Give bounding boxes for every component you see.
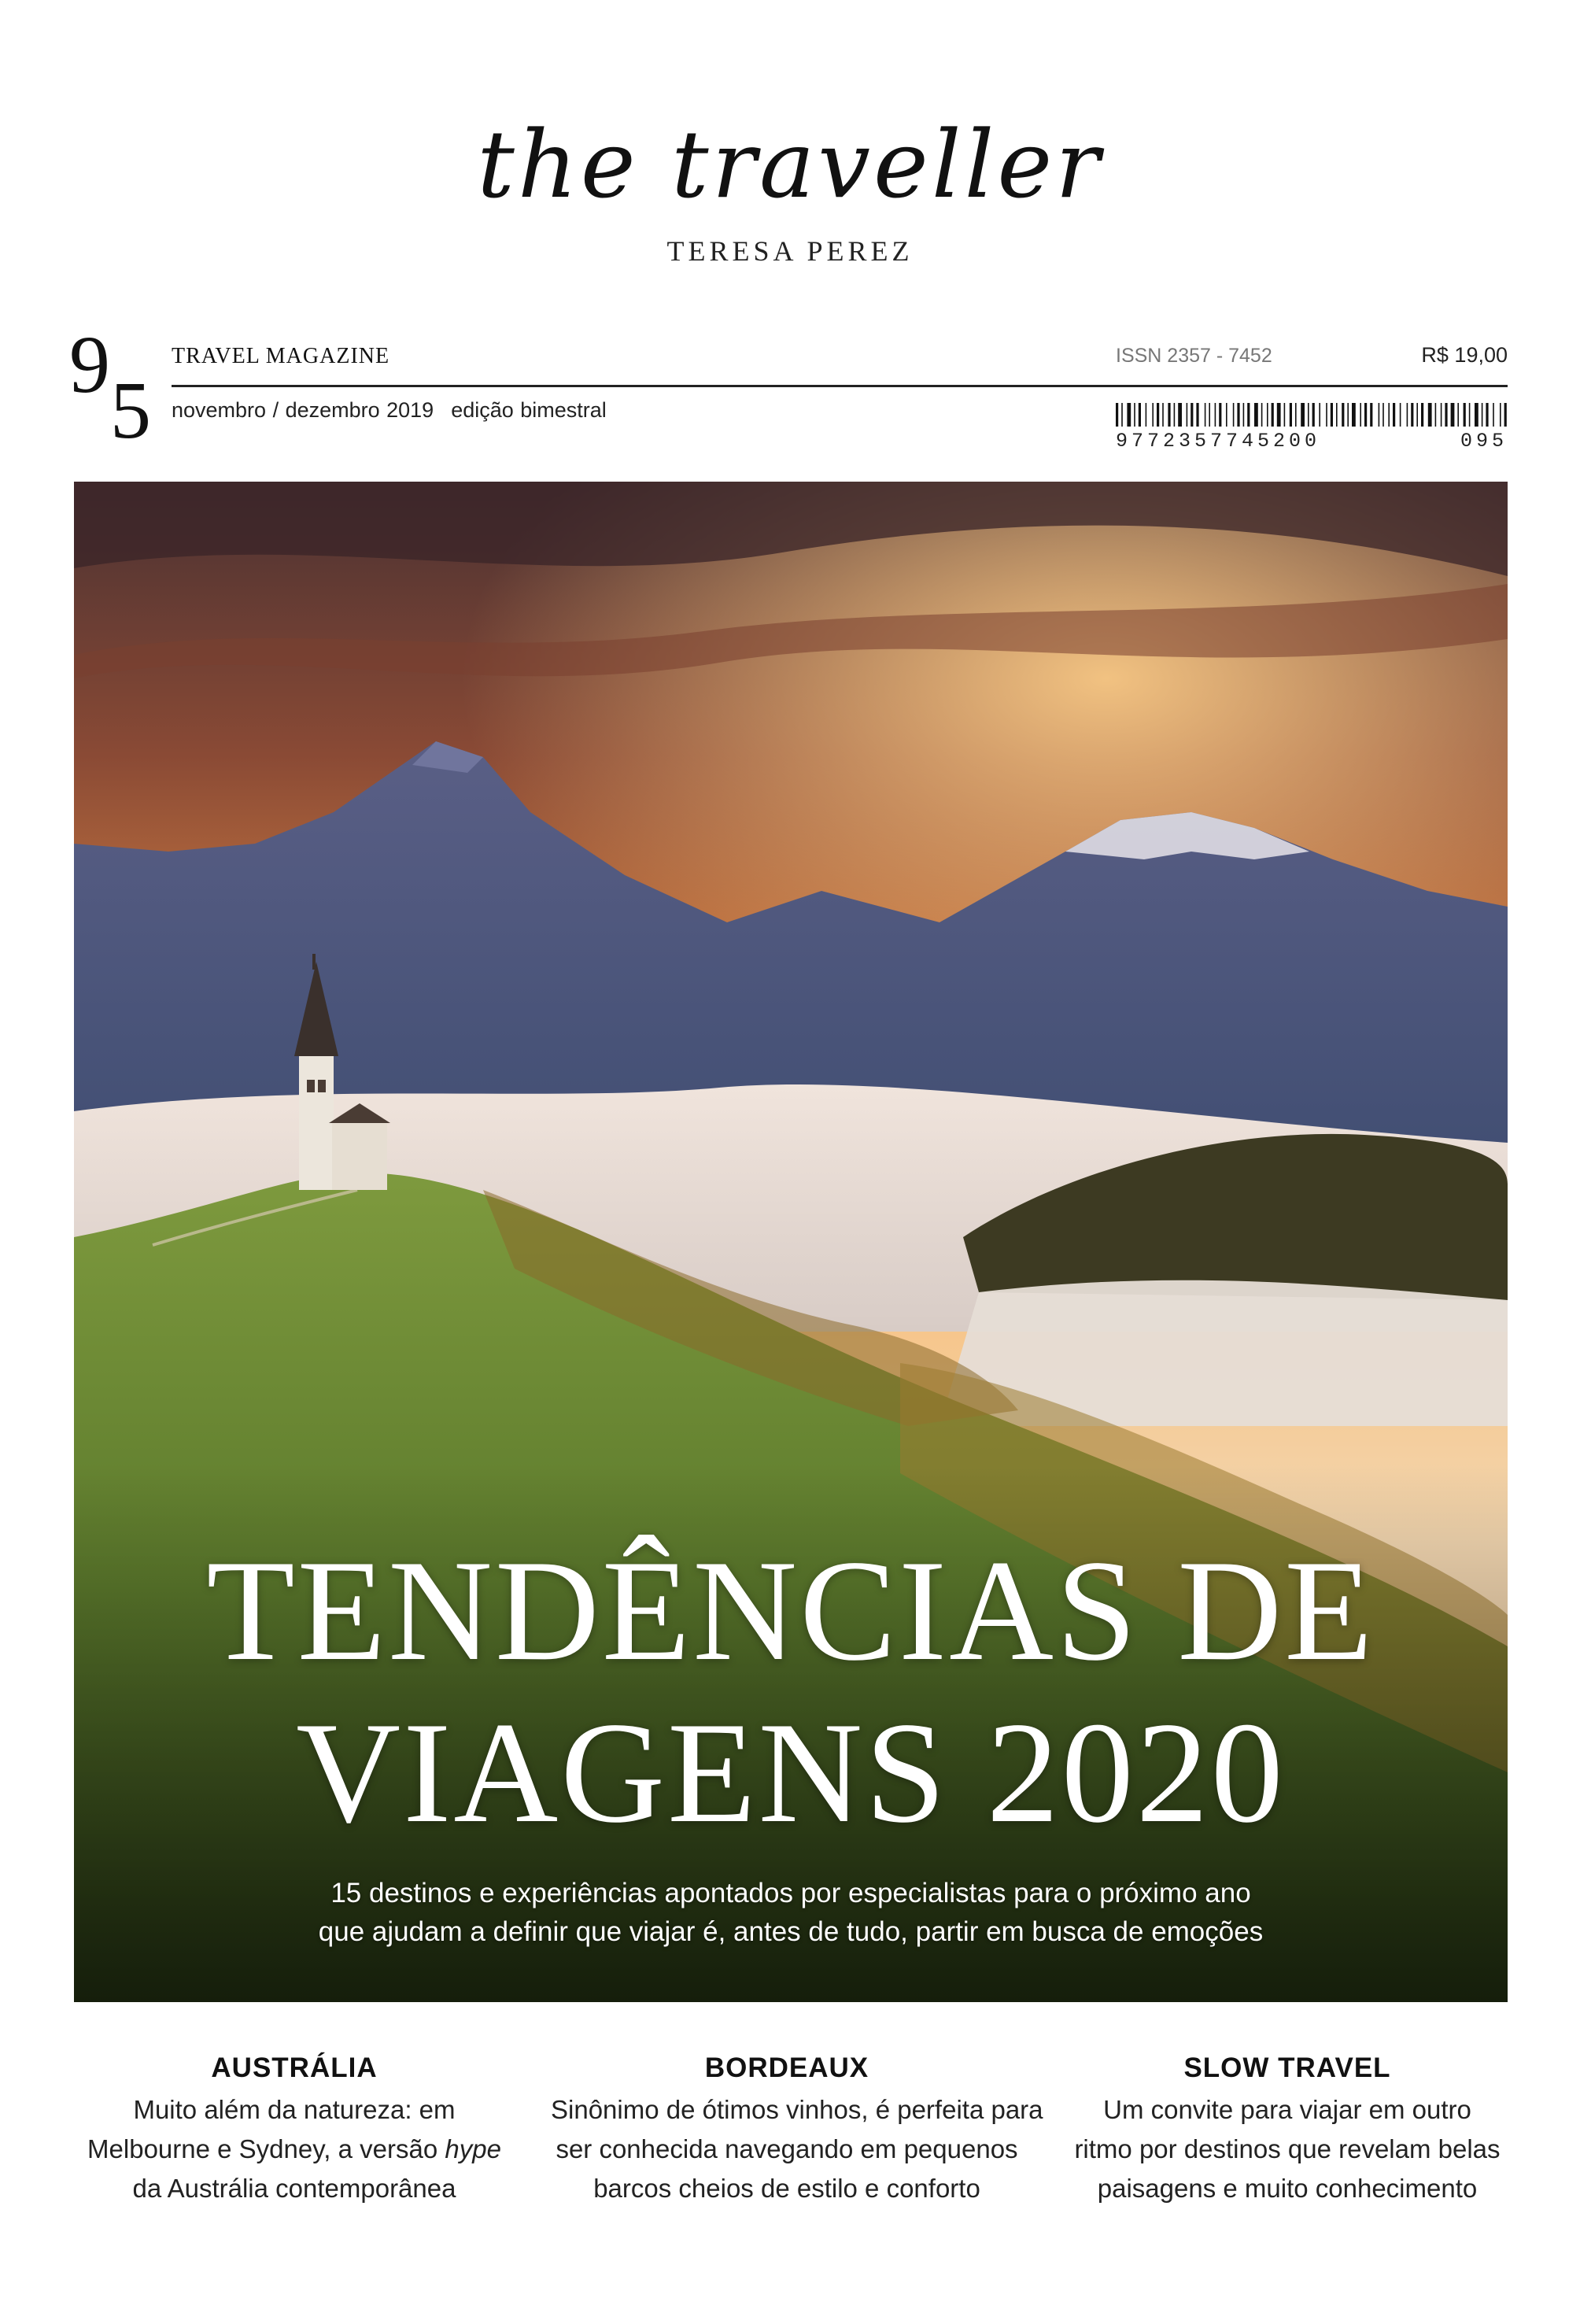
price: R$ 19,00 <box>1421 343 1508 367</box>
teaser-text-line: Muito além da natureza: em <box>133 2095 456 2124</box>
teaser-text-line: ritmo por destinos que revelam belas <box>1074 2134 1501 2163</box>
magazine-label: TRAVEL MAGAZINE <box>172 344 390 368</box>
teaser-text-part: Melbourne e Sydney, a versão <box>87 2134 445 2163</box>
teaser-australia <box>58 2052 530 2208</box>
teaser-text-line: paisagens e muito conhecimento <box>1097 2174 1478 2203</box>
cover-headline-line-2: VIAGENS 2020 <box>296 1692 1286 1853</box>
issn: ISSN 2357 - 7452 <box>1116 345 1272 367</box>
barcode-number: 9772357745200 <box>1116 430 1321 453</box>
teaser-text-line: da Austrália contemporânea <box>132 2174 456 2203</box>
cover-subtitle-line-2: que ajudam a definir que viajar é, antes de tudo, partir em busca de emoções <box>318 1916 1264 1947</box>
teaser-title: BORDEAUX <box>704 2052 869 2083</box>
teaser-emphasis: hype <box>445 2134 501 2163</box>
teaser-bordeaux <box>551 2052 1043 2208</box>
teaser-slow-travel <box>1051 2052 1523 2208</box>
teaser-text-line: ser conhecida navegando em pequenos <box>556 2134 1018 2163</box>
teaser-text-line: barcos cheios de estilo e conforto <box>593 2174 980 2203</box>
issue-date-line <box>172 398 607 423</box>
teaser-text-line: Um convite para viajar em outro <box>1103 2095 1471 2124</box>
issue-number-digit-first: 9 <box>69 320 110 410</box>
publisher-name: TERESA PEREZ <box>666 235 914 267</box>
cover-headline-line-1: TENDÊNCIAS DE <box>206 1530 1375 1690</box>
edition-frequency: edição bimestral <box>451 398 607 422</box>
barcode-icon <box>1116 403 1508 427</box>
teaser-title: SLOW TRAVEL <box>1183 2052 1391 2083</box>
cover-subtitle-line-1: 15 destinos e experiências apontados por especialistas para o próximo ano <box>330 1878 1251 1908</box>
teaser-text-line: Sinônimo de ótimos vinhos, é perfeita para <box>551 2095 1043 2124</box>
teaser-text-line <box>58 2130 530 2169</box>
issue-number-digit-second: 5 <box>110 365 151 456</box>
issue-date: novembro / dezembro 2019 <box>172 398 434 422</box>
header-divider <box>172 385 1508 387</box>
cover-photo <box>74 482 1508 2002</box>
teaser-title: AUSTRÁLIA <box>211 2052 378 2083</box>
masthead-logo: the traveller <box>477 110 1103 219</box>
barcode-suffix: 095 <box>1460 430 1508 453</box>
